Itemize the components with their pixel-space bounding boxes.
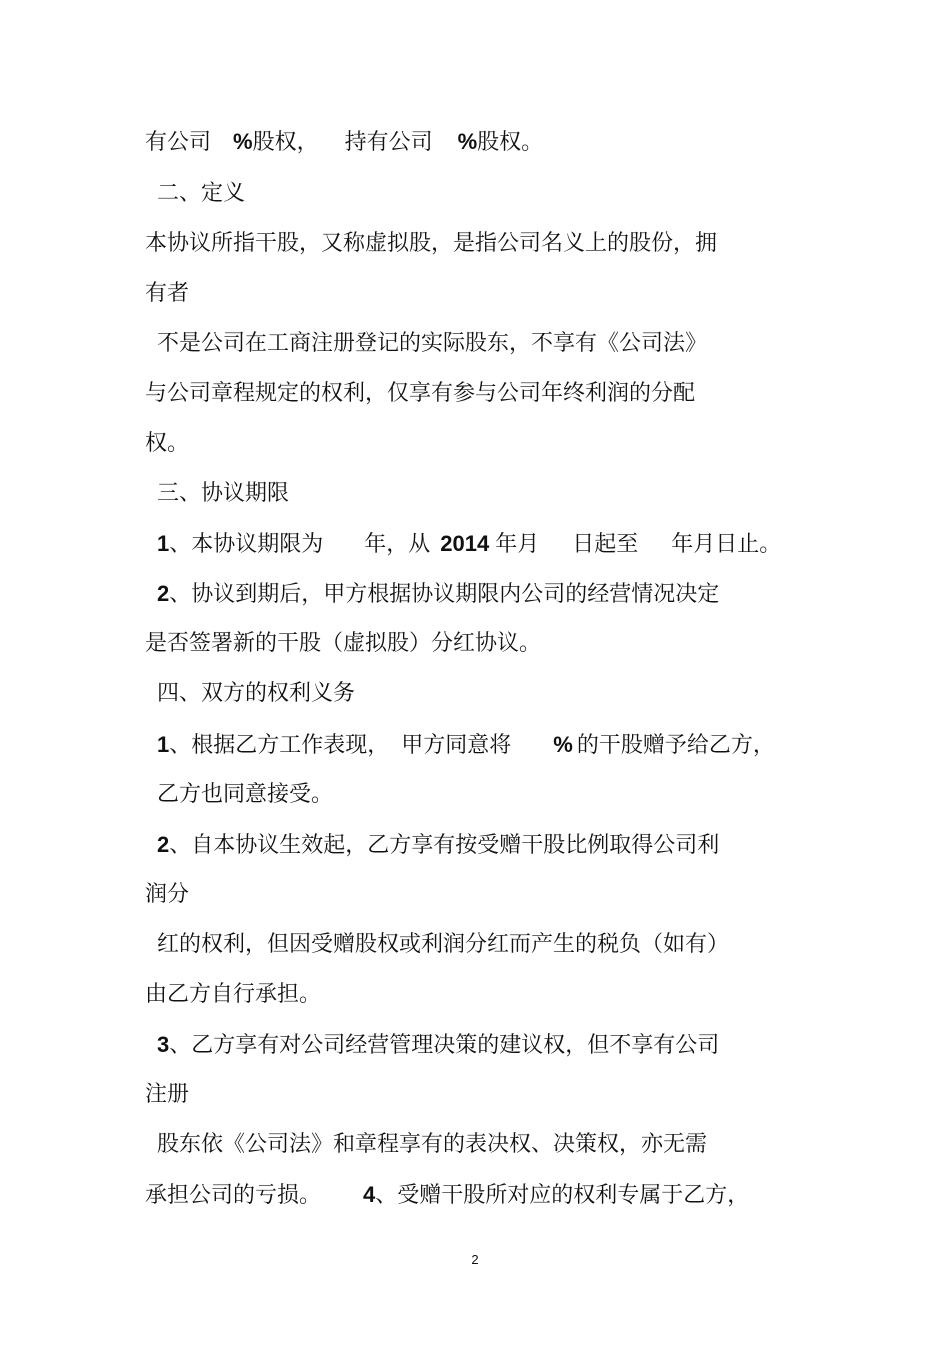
- text-line-9: 1、本协议期限为 年，从 2014 年月 日起至 年月日止。: [157, 531, 782, 557]
- text-line-14: 乙方也同意接受。: [157, 782, 334, 807]
- text-line-1: 有公司 %股权， 持有公司 %股权。: [145, 129, 544, 155]
- section-heading-definition: 二、定义: [157, 181, 246, 206]
- text-line-7: 权。: [145, 431, 190, 456]
- section-heading-term: 三、协议期限: [157, 481, 290, 506]
- text-line-6: 与公司章程规定的权利，仅享有参与公司年终利润的分配: [145, 381, 696, 406]
- text-line-22: 承担公司的亏损。 4、受赠干股所对应的权利专属于乙方，: [145, 1182, 750, 1208]
- text-line-15: 2、自本协议生效起，乙方享有按受赠干股比例取得公司利: [157, 832, 720, 858]
- text-line-21: 股东依《公司法》和章程享有的表决权、决策权，亦无需: [157, 1132, 708, 1157]
- text-line-4: 有者: [145, 281, 190, 306]
- text-line-17: 红的权利，但因受赠股权或利润分红而产生的税负（如有）: [157, 932, 730, 957]
- text-line-5: 不是公司在工商注册登记的实际股东，不享有《公司法》: [157, 331, 708, 356]
- text-line-16: 润分: [145, 882, 190, 907]
- page-number: 2: [471, 1252, 479, 1267]
- text-line-18: 由乙方自行承担。: [145, 982, 322, 1007]
- text-line-13: 1、根据乙方工作表现， 甲方同意将 % 的干股赠予给乙方，: [157, 732, 775, 758]
- text-line-10: 2、协议到期后，甲方根据协议期限内公司的经营情况决定: [157, 581, 720, 607]
- text-line-3: 本协议所指干股，又称虚拟股，是指公司名义上的股份，拥: [145, 231, 718, 256]
- text-line-11: 是否签署新的干股（虚拟股）分红协议。: [145, 631, 542, 656]
- text-line-20: 注册: [145, 1082, 190, 1107]
- text-line-19: 3、乙方享有对公司经营管理决策的建议权，但不享有公司: [157, 1032, 720, 1058]
- section-heading-rights: 四、双方的权利义务: [157, 681, 356, 706]
